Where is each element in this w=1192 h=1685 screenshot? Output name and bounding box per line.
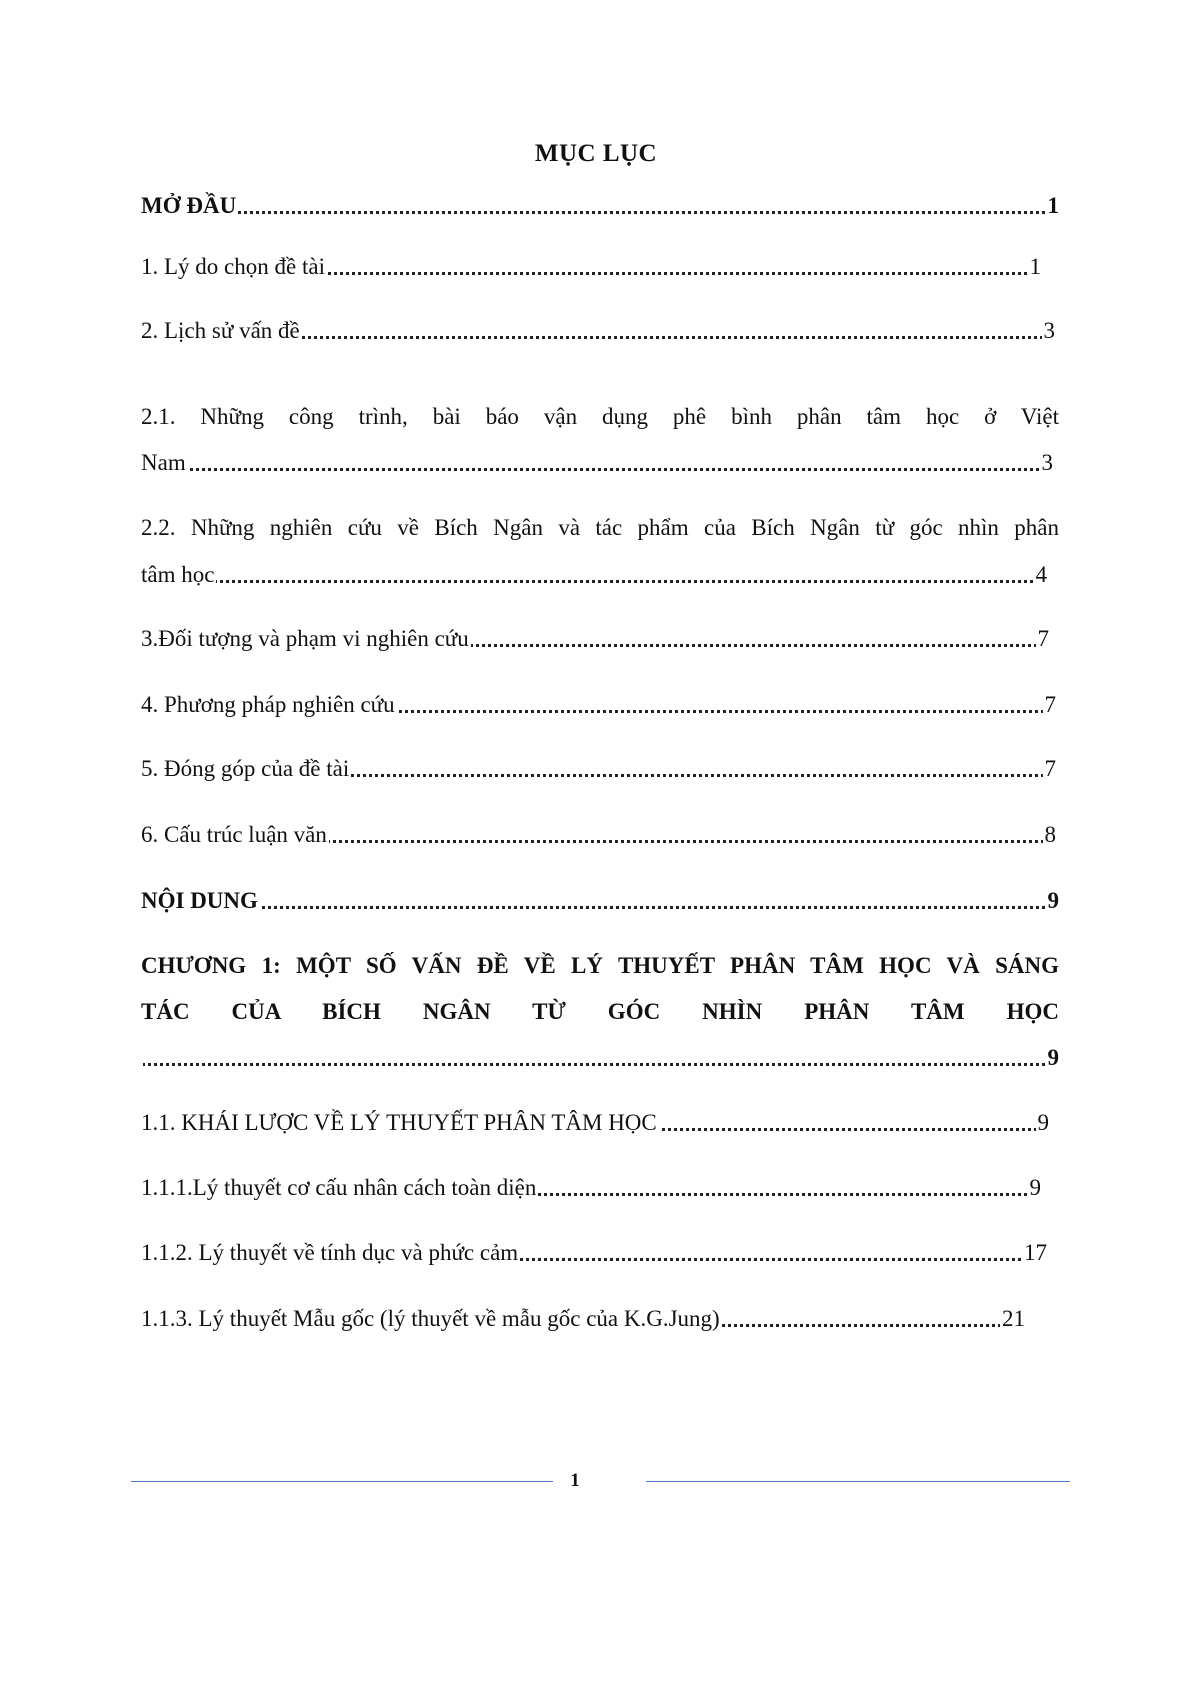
footer-rule-left xyxy=(131,1481,553,1482)
toc-entry-second-line: TÁC CỦA BÍCH NGÂN TỪ GÓC NHÌN PHÂN TÂM HỌC xyxy=(141,999,1059,1024)
toc-entry-text: tâm học xyxy=(141,562,215,587)
toc-page-number: 1 xyxy=(1046,191,1060,221)
toc-entry-chuong-1-line3[interactable] xyxy=(141,1043,1059,1073)
toc-entry-first-line: 2.2. Những nghiên cứu về Bích Ngân và tác phẩm của Bích Ngân từ góc nhìn phân xyxy=(141,515,1059,540)
toc-entry-bich-ngan[interactable] xyxy=(141,513,1059,543)
toc-entry-ly-do[interactable] xyxy=(141,252,1059,282)
toc-entry-text: NỘI DUNG xyxy=(141,888,258,913)
toc-page-number: 7 xyxy=(1043,754,1057,784)
toc-entry-co-cau[interactable] xyxy=(141,1173,1059,1203)
toc-entry-text xyxy=(141,1045,143,1070)
toc-entry-cau-truc[interactable] xyxy=(141,820,1059,850)
toc-entry-noi-dung[interactable] xyxy=(141,886,1059,916)
toc-page-number: 17 xyxy=(1022,1238,1047,1268)
toc-entry-khai-luoc[interactable] xyxy=(141,1108,1059,1138)
toc-entry-tinh-duc[interactable] xyxy=(141,1238,1059,1268)
toc-entry-text: 6. Cấu trúc luận văn xyxy=(141,822,327,847)
toc-entry-text: 4. Phương pháp nghiên cứu xyxy=(141,692,395,717)
toc-page-number: 9 xyxy=(1036,1108,1050,1138)
toc-entry-text: 3.Đối tượng và phạm vi nghiên cứu xyxy=(141,626,469,651)
toc-page-number: 4 xyxy=(1034,560,1048,590)
toc-entry-text: 1.1.2. Lý thuyết về tính dục và phức cảm xyxy=(141,1240,519,1265)
toc-entry-mo-dau[interactable] xyxy=(141,191,1059,221)
toc-entry-phuong-phap[interactable] xyxy=(141,690,1059,720)
toc-entry-text: 1.1.1.Lý thuyết cơ cấu nhân cách toàn diện xyxy=(141,1175,537,1200)
toc-entry-cong-trinh-cont[interactable] xyxy=(141,448,1059,478)
toc-entry-text: MỞ ĐẦU xyxy=(141,193,237,218)
toc-entry-text: 1.1. KHÁI LƯỢC VỀ LÝ THUYẾT PHÂN TÂM HỌC xyxy=(141,1110,657,1135)
toc-entry-chuong-1[interactable] xyxy=(141,951,1059,981)
toc-entry-first-line: 2.1. Những công trình, bài báo vận dụng phê bình phân tâm học ở Việt xyxy=(141,404,1059,429)
toc-page-number: 21 xyxy=(1000,1304,1025,1334)
toc-page-number: 3 xyxy=(1042,316,1056,346)
footer-page-number: 1 xyxy=(570,1470,580,1491)
toc-entry-first-line: CHƯƠNG 1: MỘT SỐ VẤN ĐỀ VỀ LÝ THUYẾT PHÂN TÂM HỌC VÀ SÁNG xyxy=(141,953,1059,978)
toc-entry-mau-goc[interactable] xyxy=(141,1304,1059,1334)
toc-entry-bich-ngan-cont[interactable] xyxy=(141,560,1059,590)
toc-entry-text: 1. Lý do chọn đề tài xyxy=(141,254,325,279)
toc-page-number: 1 xyxy=(1028,252,1042,282)
toc-entry-text: 5. Đóng góp của đề tài xyxy=(141,756,350,781)
toc-entry-doi-tuong[interactable] xyxy=(141,624,1059,654)
toc-page-number: 7 xyxy=(1043,690,1057,720)
toc-entry-cong-trinh[interactable] xyxy=(141,402,1059,432)
toc-entry-dong-gop[interactable] xyxy=(141,754,1059,784)
toc-entry-text: 2. Lịch sử vấn đề xyxy=(141,318,300,343)
toc-page-number: 3 xyxy=(1040,448,1054,478)
toc-page-number: 9 xyxy=(1046,886,1060,916)
toc-entry-text: Nam xyxy=(141,450,186,475)
footer-rule-right xyxy=(646,1481,1070,1482)
toc-entry-chuong-1-line2[interactable] xyxy=(141,997,1059,1027)
toc-entry-text: 1.1.3. Lý thuyết Mẫu gốc (lý thuyết về mẫu gốc của K.G.Jung) xyxy=(141,1306,720,1331)
toc-title: MỤC LỤC xyxy=(534,140,658,167)
toc-page-number: 9 xyxy=(1028,1173,1042,1203)
toc-page-number: 8 xyxy=(1043,820,1057,850)
toc-entry-lich-su[interactable] xyxy=(141,316,1059,346)
toc-page-number: 9 xyxy=(1046,1043,1060,1073)
toc-page-number: 7 xyxy=(1036,624,1050,654)
